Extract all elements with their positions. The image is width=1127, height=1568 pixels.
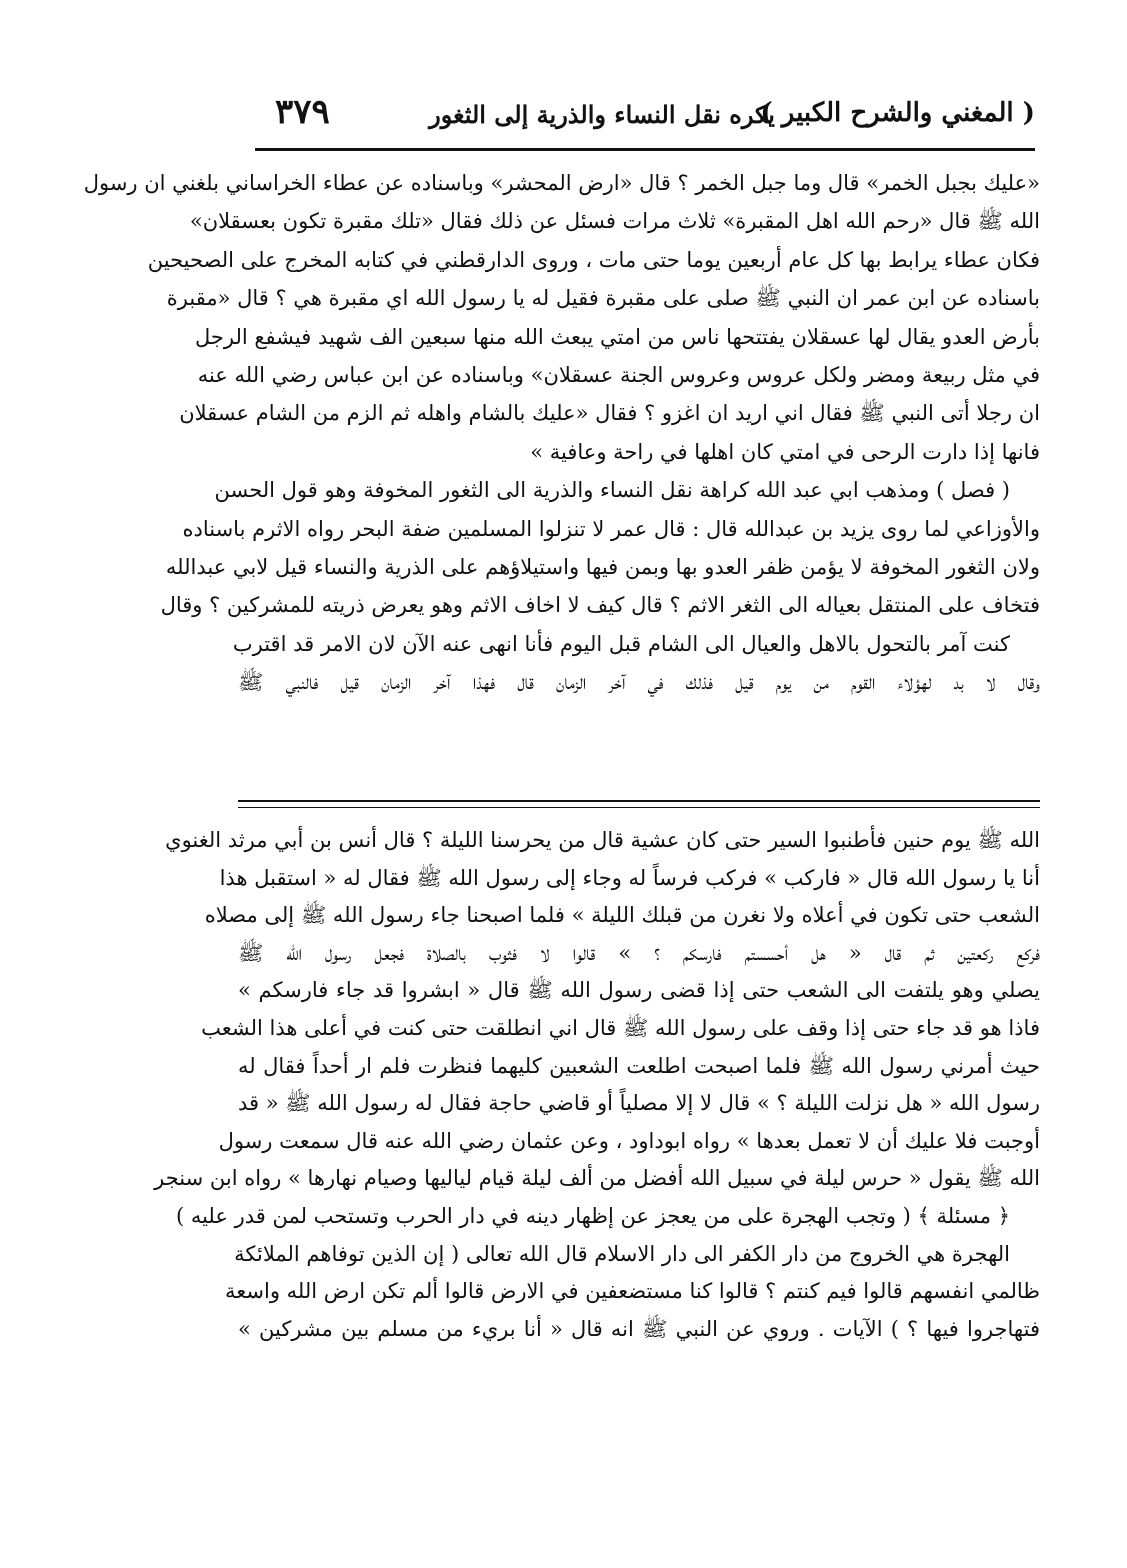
book-title: ( المغني والشرح الكبير ): [760, 98, 1035, 128]
section-divider: [238, 807, 1040, 808]
page-number: ٣٧٩: [275, 92, 330, 132]
text-line: ﴿ مسئلة ﴾ ( وتجب الهجرة على من يعجز عن إظهار دينه في دار الحرب وتستحب لمن قدر عليه ): [175, 1203, 1010, 1228]
text-line: فاذا هو قد جاء حتى إذا وقف على رسول الله ﷺ قال اني انطلقت حتى كنت في أعلى هذا الشعب: [201, 1015, 1040, 1040]
text-line: بأرض العدو يقال لها عسقلان يفتتحها ناس من امتي يبعث الله منها سبعين الف شهيد فيشفع الرجل: [194, 324, 1040, 349]
section-title: يكره نقل النساء والذرية إلى الثغور: [429, 100, 775, 129]
text-line: ظالمي انفسهم قالوا فيم كنتم ؟ قالوا كنا مستضعفين في الارض قالوا ألم تكن ارض الله واسعة: [225, 1279, 1040, 1304]
text-line: الله ﷺ يوم حنين فأطنبوا السير حتى كان عشية قال من يحرسنا الليلة ؟ قال أنس بن أبي مرثد الغنوي: [165, 828, 1040, 852]
text-line: فتخاف على المنتقل بعياله الى الثغر الاثم ؟ قال كيف لا اخاف الاثم وهو يعرض ذريته للمشركين ؟ وقال: [160, 593, 1040, 618]
section-divider: [238, 800, 1040, 802]
text-line: فتهاجروا فيها ؟ ) الآيات . وروي عن النبي ﷺ انه قال « أنا بريء من مسلم بين مشركين »: [238, 1316, 1040, 1341]
text-line: الله ﷺ يقول « حرس ليلة في سبيل الله أفضل من ألف ليلة قيام لياليها وصيام نهارها » رواه ابن سنجر: [154, 1166, 1040, 1191]
text-line: وقال لا بد لهؤلاء القوم من يوم قيل فذلك في آخر الزمان قال فهذا آخر الزمان قيل فالنبي ﷺ: [238, 670, 1040, 695]
header-rule: [255, 148, 1035, 151]
text-line: حيث أمرني رسول الله ﷺ فلما اصبحت اطلعت الشعبين كليهما فنظرت فلم ار أحداً فقال له: [238, 1053, 1040, 1078]
text-line: فانها إذا دارت الرحى في امتي كان اهلها في راحة وعافية »: [530, 439, 1040, 464]
text-line: فركع ركعتين ثم قال « هل أحسستم فارسكم ؟ » قالوا لا فثوب بالصلاة فجعل رسول الله ﷺ: [238, 940, 1040, 965]
text-line: كنت آمر بالتحول بالاهل والعيال الى الشام قبل اليوم فأنا انهى عنه الآن لان الامر قد اقترب: [232, 631, 1010, 656]
page-header: [255, 92, 1035, 144]
text-line: ولان الثغور المخوفة لا يؤمن ظفر العدو بها وبمن فيها واستيلاؤهم على الذرية والنساء قيل لابي عبدالله: [165, 554, 1040, 579]
text-line: الهجرة هي الخروج من دار الكفر الى دار الاسلام قال الله تعالى ( إن الذين توفاهم الملائكة: [234, 1241, 1010, 1266]
text-line: في مثل ربيعة ومضر ولكل عروس وعروس الجنة عسقلان» وباسناده عن ابن عباس رضي الله عنه: [197, 362, 1040, 387]
text-line: الشعب حتى تكون في أعلاه ولا نغرن من قبلك الليلة » فلما اصبحنا جاء رسول الله ﷺ إلى مصلاه: [204, 903, 1040, 928]
text-line: باسناده عن ابن عمر ان النبي ﷺ صلى على مقبرة فقيل له يا رسول الله اي مقبرة هي ؟ قال «مقبرة: [166, 286, 1040, 311]
main-text: [83, 164, 1040, 701]
text-line: أوجبت فلا عليك أن لا تعمل بعدها » رواه ابوداود ، وعن عثمان رضي الله عنه قال سمعت رسول: [218, 1128, 1040, 1153]
text-line: فكان عطاء يرابط بها كل عام أربعين يوما حتى مات ، وروى الدارقطني في كتابه المخرج على الصحيحين: [147, 247, 1040, 272]
text-line: يصلي وهو يلتفت الى الشعب حتى إذا قضى رسول الله ﷺ قال « ابشروا قد جاء فارسكم »: [238, 978, 1040, 1003]
text-line: ( فصل ) ومذهب ابي عبد الله كراهة نقل النساء والذرية الى الثغور المخوفة وهو قول الحسن: [214, 478, 1010, 503]
text-line: الله ﷺ قال «رحم الله اهل المقبرة» ثلاث مرات فسئل عن ذلك فقال «تلك مقبرة تكون بعسقلان»: [189, 209, 1040, 234]
text-line: أنا يا رسول الله قال « فاركب » فركب فرساً له وجاء إلى رسول الله ﷺ فقال له « استقبل هذا: [219, 865, 1040, 890]
text-line: ان رجلا أتى النبي ﷺ فقال اني اريد ان اغزو ؟ فقال «عليك بالشام واهله ثم الزم من الشام عسقلان: [179, 401, 1040, 426]
text-line: رسول الله « هل نزلت الليلة ؟ » قال لا إلا مصلياً أو قاضي حاجة فقال له رسول الله ﷺ « قد: [237, 1091, 1040, 1116]
commentary-text: [154, 822, 1040, 1348]
text-line: «عليك بجبل الخمر» قال وما جبل الخمر ؟ قال «ارض المحشر» وباسناده عن عطاء الخراساني بلغني ان رسول: [83, 171, 1040, 195]
text-line: والأوزاعي لما روى يزيد بن عبدالله قال : قال عمر لا تنزلوا المسلمين ضفة البحر رواه الاثرم باسناده: [182, 516, 1040, 541]
